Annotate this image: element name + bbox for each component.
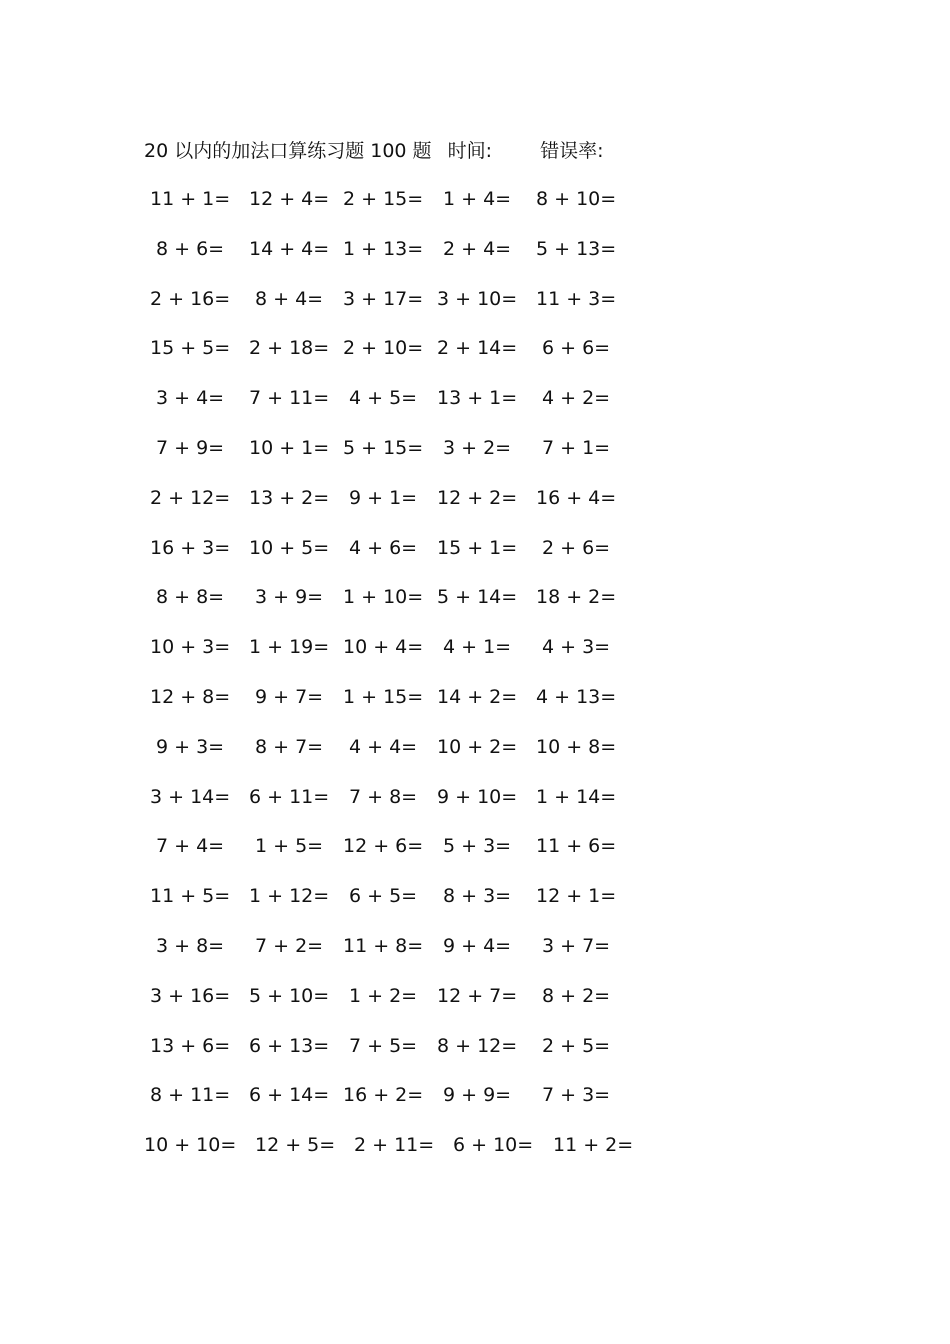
problem-cell: 2 + 10= — [343, 337, 424, 360]
problem-cell: 2 + 5= — [542, 1034, 611, 1057]
problem-cell: 9 + 4= — [443, 934, 512, 957]
problem-cell: 6 + 13= — [249, 1034, 330, 1057]
worksheet-title: 20 以内的加法口算练习题 100 题 — [144, 140, 432, 162]
problem-cell: 11 + 8= — [343, 934, 424, 957]
problem-cell: 13 + 6= — [150, 1034, 231, 1057]
problem-cell: 5 + 14= — [437, 586, 518, 609]
problem-cell: 2 + 15= — [343, 188, 424, 210]
problem-cell: 16 + 2= — [343, 1084, 424, 1107]
problem-cell: 8 + 3= — [443, 885, 512, 908]
problem-cell: 1 + 5= — [255, 835, 324, 858]
problem-cell: 3 + 14= — [150, 785, 231, 808]
problem-cell: 9 + 10= — [437, 785, 518, 808]
problem-cell: 3 + 10= — [437, 287, 518, 310]
problem-cell: 1 + 12= — [249, 885, 330, 908]
problem-cell: 1 + 2= — [349, 984, 418, 1007]
problem-cell: 7 + 1= — [542, 436, 611, 459]
problem-cell: 12 + 5= — [255, 1134, 336, 1157]
problem-cell: 6 + 11= — [249, 785, 330, 808]
problem-cell: 16 + 3= — [150, 536, 231, 559]
problem-cell: 10 + 1= — [249, 436, 330, 459]
problem-cell: 3 + 17= — [343, 287, 424, 310]
problem-cell: 15 + 1= — [437, 536, 518, 559]
problem-cell: 12 + 8= — [150, 685, 231, 708]
problem-cell: 8 + 10= — [536, 188, 617, 210]
problem-cell: 3 + 2= — [443, 436, 512, 459]
problem-cell: 6 + 6= — [542, 337, 611, 360]
problem-cell: 2 + 11= — [354, 1134, 435, 1157]
problem-cell: 5 + 13= — [536, 237, 617, 260]
problem-cell: 4 + 2= — [542, 387, 611, 410]
problem-cell: 1 + 14= — [536, 785, 617, 808]
problem-cell: 3 + 8= — [156, 934, 225, 957]
problem-cell: 6 + 5= — [349, 885, 418, 908]
problem-cell: 7 + 4= — [156, 835, 225, 858]
problem-cell: 5 + 3= — [443, 835, 512, 858]
error-rate-label: 错误率: — [540, 140, 604, 162]
problem-cell: 9 + 1= — [349, 486, 418, 509]
problem-cell: 8 + 6= — [156, 237, 225, 260]
problem-cell: 8 + 12= — [437, 1034, 518, 1057]
problem-cell: 4 + 1= — [443, 636, 512, 659]
problem-cell: 4 + 3= — [542, 636, 611, 659]
time-label: 时间: — [447, 140, 493, 162]
problem-cell: 9 + 3= — [156, 735, 225, 758]
problem-cell: 10 + 8= — [536, 735, 617, 758]
problem-cell: 3 + 9= — [255, 586, 324, 609]
problem-cell: 8 + 7= — [255, 735, 324, 758]
problem-cell: 9 + 7= — [255, 685, 324, 708]
problem-cell: 13 + 1= — [437, 387, 518, 410]
problem-cell: 4 + 13= — [536, 685, 617, 708]
problem-cell: 2 + 16= — [150, 287, 231, 310]
problem-cell: 10 + 10= — [144, 1134, 237, 1157]
problem-cell: 1 + 13= — [343, 237, 424, 260]
problem-cell: 11 + 6= — [536, 835, 617, 858]
problem-cell: 7 + 8= — [349, 785, 418, 808]
problem-cell: 8 + 11= — [150, 1084, 231, 1107]
problem-cell: 18 + 2= — [536, 586, 617, 609]
problem-cell: 9 + 9= — [443, 1084, 512, 1107]
problem-cell: 1 + 10= — [343, 586, 424, 609]
problem-cell: 12 + 1= — [536, 885, 617, 908]
problem-cell: 1 + 15= — [343, 685, 424, 708]
worksheet-header — [144, 136, 603, 166]
problem-cell: 12 + 6= — [343, 835, 424, 858]
problem-cell: 8 + 4= — [255, 287, 324, 310]
problem-cell: 2 + 18= — [249, 337, 330, 360]
problem-cell: 1 + 4= — [443, 188, 512, 210]
problem-cell: 2 + 6= — [542, 536, 611, 559]
problem-cell: 4 + 5= — [349, 387, 418, 410]
problem-cell: 5 + 10= — [249, 984, 330, 1007]
problem-cell: 7 + 2= — [255, 934, 324, 957]
problem-cell: 15 + 5= — [150, 337, 231, 360]
problem-cell: 4 + 4= — [349, 735, 418, 758]
problem-cell: 13 + 2= — [249, 486, 330, 509]
problem-cell: 4 + 6= — [349, 536, 418, 559]
problem-cell: 14 + 2= — [437, 685, 518, 708]
problem-cell: 10 + 5= — [249, 536, 330, 559]
problem-cell: 6 + 10= — [453, 1134, 534, 1157]
problem-cell: 8 + 8= — [156, 586, 225, 609]
problem-cell: 10 + 2= — [437, 735, 518, 758]
problem-cell: 12 + 2= — [437, 486, 518, 509]
problem-cell: 7 + 11= — [249, 387, 330, 410]
problem-cell: 11 + 3= — [536, 287, 617, 310]
problem-cell: 3 + 16= — [150, 984, 231, 1007]
problem-cell: 1 + 19= — [249, 636, 330, 659]
problem-cell: 2 + 14= — [437, 337, 518, 360]
problem-cell: 7 + 3= — [542, 1084, 611, 1107]
problem-cell: 8 + 2= — [542, 984, 611, 1007]
problem-cell: 11 + 5= — [150, 885, 231, 908]
problem-cell: 16 + 4= — [536, 486, 617, 509]
problem-cell: 12 + 7= — [437, 984, 518, 1007]
problem-cell: 5 + 15= — [343, 436, 424, 459]
problem-cell: 12 + 4= — [249, 188, 330, 210]
problem-cell: 11 + 1= — [150, 188, 231, 210]
problem-cell: 2 + 4= — [443, 237, 512, 260]
problem-cell: 10 + 4= — [343, 636, 424, 659]
problem-cell: 7 + 5= — [349, 1034, 418, 1057]
problem-cell: 10 + 3= — [150, 636, 231, 659]
problem-cell: 6 + 14= — [249, 1084, 330, 1107]
problem-cell: 7 + 9= — [156, 436, 225, 459]
problem-cell: 2 + 12= — [150, 486, 231, 509]
problem-cell: 14 + 4= — [249, 237, 330, 260]
problem-cell: 3 + 7= — [542, 934, 611, 957]
problem-cell: 3 + 4= — [156, 387, 225, 410]
problem-cell: 11 + 2= — [553, 1134, 634, 1157]
